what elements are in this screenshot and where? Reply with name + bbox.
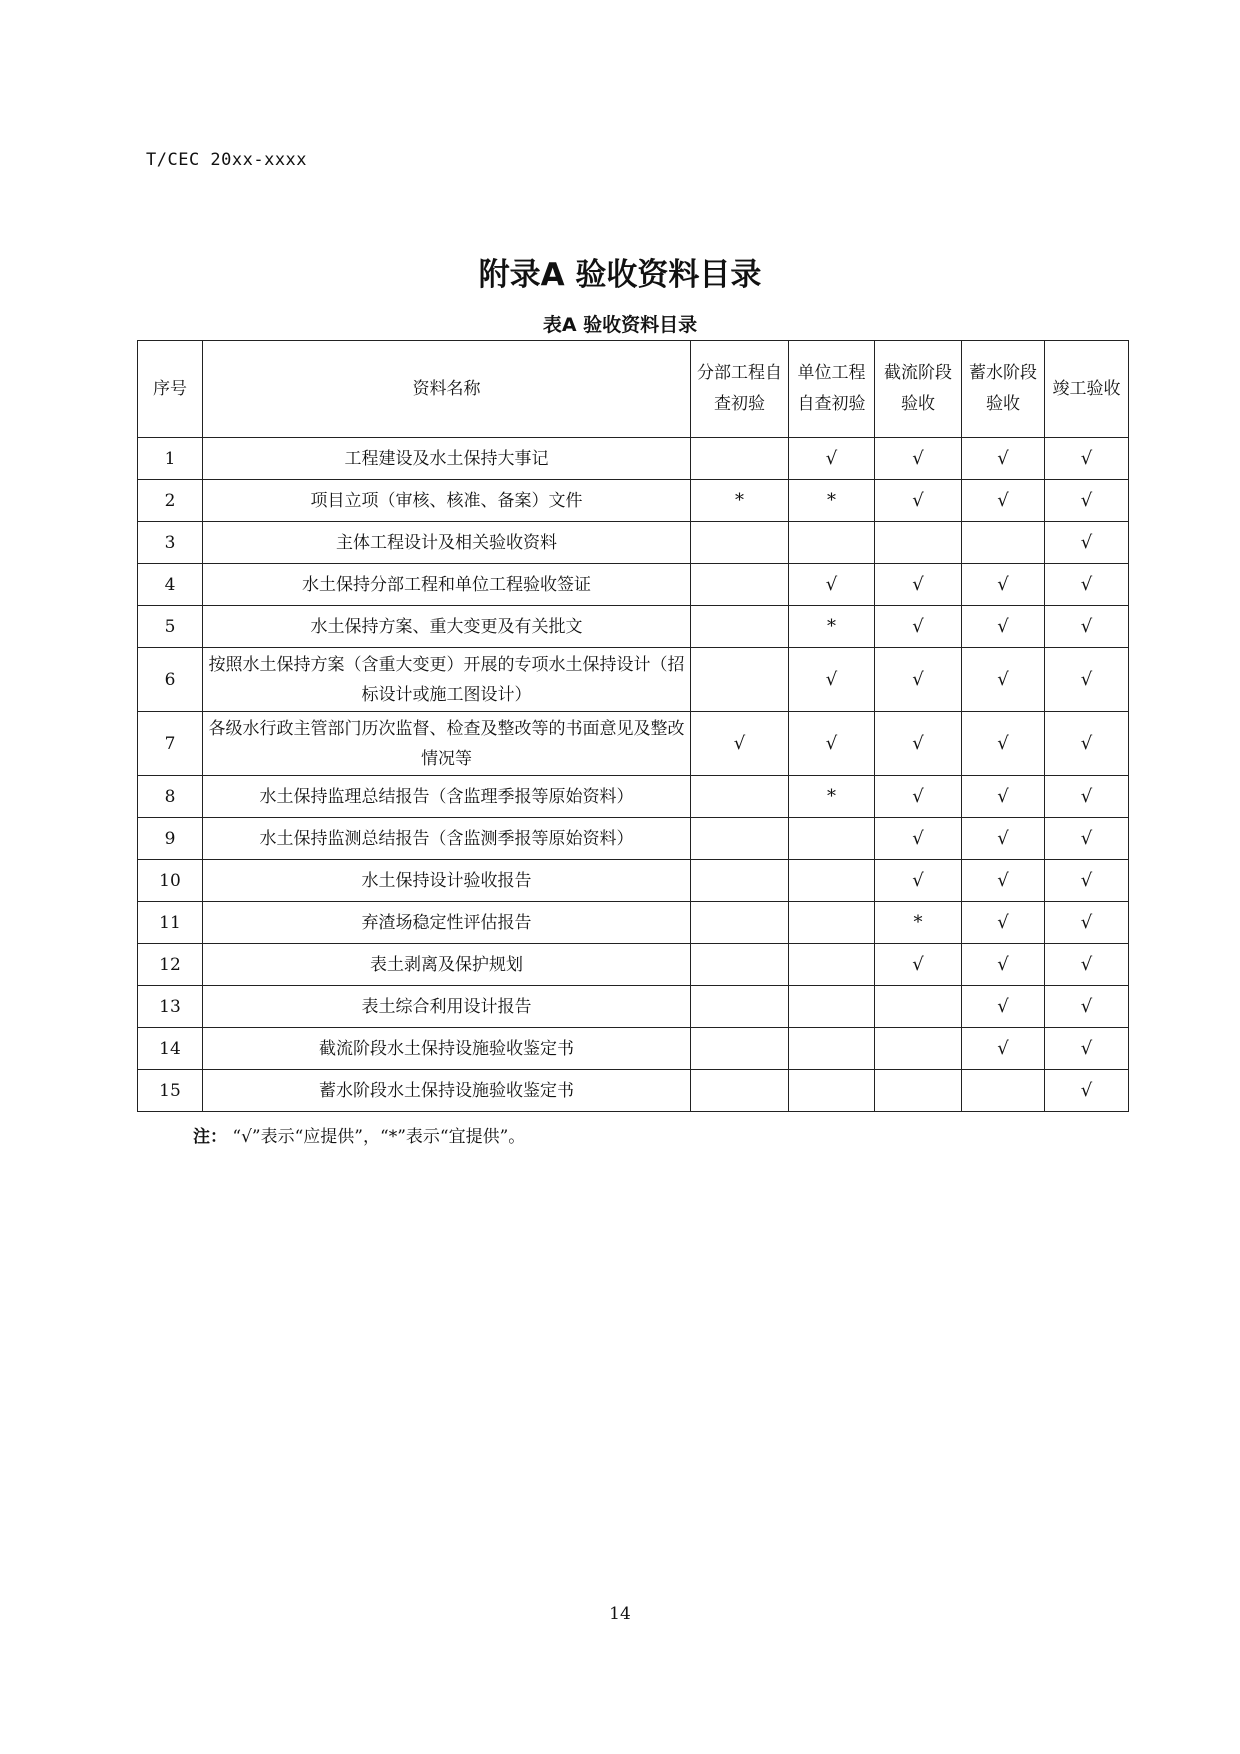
table-row bbox=[138, 902, 1129, 944]
appendix-title: 附录A 验收资料目录 bbox=[478, 257, 762, 293]
cell-index: 10 bbox=[138, 860, 203, 902]
cell-material-name: 水土保持分部工程和单位工程验收签证 bbox=[203, 564, 691, 606]
table-row bbox=[138, 818, 1129, 860]
table-row bbox=[138, 776, 1129, 818]
column-header-index: 序号 bbox=[138, 341, 203, 438]
note-label: 注： bbox=[193, 1127, 227, 1147]
column-header-completion: 竣工验收 bbox=[1045, 341, 1129, 438]
table-row bbox=[138, 438, 1129, 480]
table-caption: 表A 验收资料目录 bbox=[542, 314, 698, 336]
cell-material-name: 水土保持方案、重大变更及有关批文 bbox=[203, 606, 691, 648]
cell-requirement-mark bbox=[691, 944, 789, 986]
cell-requirement-mark: √ bbox=[875, 776, 962, 818]
cell-requirement-mark: √ bbox=[1045, 1070, 1129, 1112]
cell-requirement-mark: √ bbox=[962, 648, 1045, 712]
cell-requirement-mark: √ bbox=[1045, 606, 1129, 648]
cell-index: 9 bbox=[138, 818, 203, 860]
cell-requirement-mark: √ bbox=[962, 818, 1045, 860]
cell-requirement-mark bbox=[789, 522, 875, 564]
cell-requirement-mark bbox=[789, 1070, 875, 1112]
cell-requirement-mark bbox=[691, 606, 789, 648]
cell-requirement-mark: * bbox=[789, 480, 875, 522]
cell-requirement-mark: * bbox=[691, 480, 789, 522]
cell-requirement-mark bbox=[691, 986, 789, 1028]
table-row bbox=[138, 1070, 1129, 1112]
cell-index: 7 bbox=[138, 712, 203, 776]
table-body bbox=[138, 438, 1129, 1112]
cell-requirement-mark: √ bbox=[875, 818, 962, 860]
cell-requirement-mark: √ bbox=[1045, 776, 1129, 818]
cell-index: 13 bbox=[138, 986, 203, 1028]
cell-requirement-mark: * bbox=[789, 776, 875, 818]
table-row bbox=[138, 606, 1129, 648]
cell-requirement-mark bbox=[691, 438, 789, 480]
cell-material-name: 水土保持监理总结报告（含监理季报等原始资料） bbox=[203, 776, 691, 818]
cell-index: 6 bbox=[138, 648, 203, 712]
cell-requirement-mark bbox=[962, 522, 1045, 564]
table-row bbox=[138, 1028, 1129, 1070]
cell-index: 14 bbox=[138, 1028, 203, 1070]
column-header-unit-self-check: 单位工程自查初验 bbox=[789, 341, 875, 438]
table-row bbox=[138, 480, 1129, 522]
cell-requirement-mark bbox=[691, 902, 789, 944]
column-header-closure-stage: 截流阶段验收 bbox=[875, 341, 962, 438]
cell-material-name: 表土综合利用设计报告 bbox=[203, 986, 691, 1028]
cell-requirement-mark bbox=[875, 522, 962, 564]
cell-requirement-mark: √ bbox=[962, 776, 1045, 818]
cell-requirement-mark: √ bbox=[875, 944, 962, 986]
cell-requirement-mark bbox=[691, 522, 789, 564]
cell-requirement-mark: √ bbox=[1045, 986, 1129, 1028]
cell-index: 15 bbox=[138, 1070, 203, 1112]
cell-requirement-mark: √ bbox=[962, 1028, 1045, 1070]
cell-requirement-mark bbox=[691, 1070, 789, 1112]
cell-requirement-mark: √ bbox=[875, 438, 962, 480]
cell-material-name: 各级水行政主管部门历次监督、检查及整改等的书面意见及整改情况等 bbox=[203, 712, 691, 776]
column-header-material-name: 资料名称 bbox=[203, 341, 691, 438]
table-row bbox=[138, 944, 1129, 986]
cell-requirement-mark: * bbox=[789, 606, 875, 648]
cell-material-name: 蓄水阶段水土保持设施验收鉴定书 bbox=[203, 1070, 691, 1112]
table-note bbox=[193, 1124, 525, 1150]
note-text: “√”表示“应提供”，“*”表示“宜提供”。 bbox=[232, 1127, 526, 1147]
cell-requirement-mark: √ bbox=[875, 606, 962, 648]
cell-index: 11 bbox=[138, 902, 203, 944]
cell-requirement-mark bbox=[691, 818, 789, 860]
cell-index: 4 bbox=[138, 564, 203, 606]
cell-requirement-mark: √ bbox=[875, 860, 962, 902]
cell-requirement-mark: √ bbox=[1045, 712, 1129, 776]
acceptance-materials-table bbox=[137, 340, 1129, 1112]
cell-requirement-mark: √ bbox=[1045, 564, 1129, 606]
cell-requirement-mark: √ bbox=[789, 648, 875, 712]
cell-requirement-mark: √ bbox=[691, 712, 789, 776]
cell-index: 12 bbox=[138, 944, 203, 986]
cell-requirement-mark: √ bbox=[789, 564, 875, 606]
cell-requirement-mark: √ bbox=[962, 438, 1045, 480]
cell-index: 8 bbox=[138, 776, 203, 818]
cell-material-name: 弃渣场稳定性评估报告 bbox=[203, 902, 691, 944]
cell-requirement-mark: √ bbox=[1045, 522, 1129, 564]
table-row bbox=[138, 860, 1129, 902]
cell-requirement-mark: √ bbox=[1045, 1028, 1129, 1070]
cell-requirement-mark: √ bbox=[789, 712, 875, 776]
cell-requirement-mark bbox=[789, 902, 875, 944]
cell-material-name: 按照水土保持方案（含重大变更）开展的专项水土保持设计（招标设计或施工图设计） bbox=[203, 648, 691, 712]
cell-requirement-mark bbox=[789, 818, 875, 860]
cell-requirement-mark: √ bbox=[1045, 944, 1129, 986]
cell-requirement-mark: √ bbox=[1045, 818, 1129, 860]
cell-requirement-mark bbox=[789, 860, 875, 902]
cell-material-name: 表土剥离及保护规划 bbox=[203, 944, 691, 986]
column-header-impoundment-stage: 蓄水阶段验收 bbox=[962, 341, 1045, 438]
cell-requirement-mark bbox=[691, 648, 789, 712]
cell-material-name: 主体工程设计及相关验收资料 bbox=[203, 522, 691, 564]
cell-requirement-mark: √ bbox=[962, 564, 1045, 606]
cell-requirement-mark: √ bbox=[875, 712, 962, 776]
cell-material-name: 截流阶段水土保持设施验收鉴定书 bbox=[203, 1028, 691, 1070]
cell-material-name: 工程建设及水土保持大事记 bbox=[203, 438, 691, 480]
cell-requirement-mark: √ bbox=[789, 438, 875, 480]
document-code: T/CEC 20xx-xxxx bbox=[146, 150, 308, 170]
cell-requirement-mark: √ bbox=[875, 480, 962, 522]
cell-index: 1 bbox=[138, 438, 203, 480]
cell-index: 5 bbox=[138, 606, 203, 648]
cell-requirement-mark: √ bbox=[962, 986, 1045, 1028]
cell-requirement-mark: √ bbox=[875, 564, 962, 606]
cell-requirement-mark: √ bbox=[1045, 438, 1129, 480]
cell-requirement-mark: * bbox=[875, 902, 962, 944]
cell-requirement-mark: √ bbox=[962, 606, 1045, 648]
cell-material-name: 项目立项（审核、核准、备案）文件 bbox=[203, 480, 691, 522]
cell-requirement-mark: √ bbox=[1045, 902, 1129, 944]
column-header-division-self-check: 分部工程自查初验 bbox=[691, 341, 789, 438]
header-row bbox=[138, 341, 1129, 438]
cell-requirement-mark: √ bbox=[875, 648, 962, 712]
cell-requirement-mark bbox=[691, 776, 789, 818]
cell-requirement-mark: √ bbox=[962, 902, 1045, 944]
cell-requirement-mark bbox=[691, 860, 789, 902]
cell-requirement-mark: √ bbox=[1045, 480, 1129, 522]
cell-material-name: 水土保持监测总结报告（含监测季报等原始资料） bbox=[203, 818, 691, 860]
table-header bbox=[138, 341, 1129, 438]
cell-index: 2 bbox=[138, 480, 203, 522]
table-row bbox=[138, 522, 1129, 564]
cell-material-name: 水土保持设计验收报告 bbox=[203, 860, 691, 902]
cell-requirement-mark bbox=[789, 1028, 875, 1070]
cell-requirement-mark: √ bbox=[1045, 860, 1129, 902]
table-row bbox=[138, 712, 1129, 776]
cell-requirement-mark bbox=[789, 944, 875, 986]
cell-requirement-mark bbox=[789, 986, 875, 1028]
cell-index: 3 bbox=[138, 522, 203, 564]
table-row bbox=[138, 648, 1129, 712]
cell-requirement-mark: √ bbox=[962, 860, 1045, 902]
cell-requirement-mark: √ bbox=[962, 480, 1045, 522]
cell-requirement-mark: √ bbox=[962, 944, 1045, 986]
page-number: 14 bbox=[609, 1604, 631, 1624]
cell-requirement-mark bbox=[962, 1070, 1045, 1112]
table-row bbox=[138, 564, 1129, 606]
cell-requirement-mark bbox=[875, 1070, 962, 1112]
cell-requirement-mark bbox=[875, 986, 962, 1028]
cell-requirement-mark: √ bbox=[1045, 648, 1129, 712]
cell-requirement-mark: √ bbox=[962, 712, 1045, 776]
table-row bbox=[138, 986, 1129, 1028]
cell-requirement-mark bbox=[875, 1028, 962, 1070]
cell-requirement-mark bbox=[691, 1028, 789, 1070]
cell-requirement-mark bbox=[691, 564, 789, 606]
